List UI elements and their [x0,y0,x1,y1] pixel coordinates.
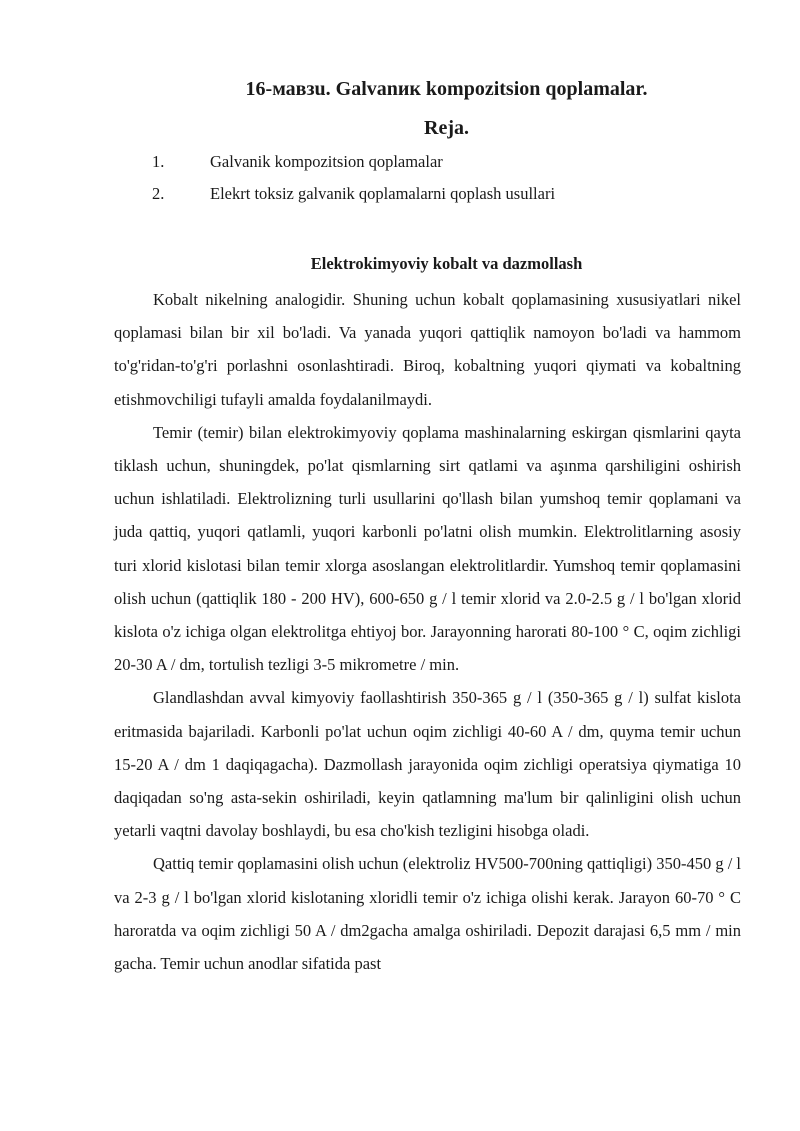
paragraph: Kobalt nikelning analogidir. Shuning uchun kobalt qoplamasining xususiyatlari nikel qoplamasi bilan bir xil bo'ladi. Va yanada yuqori qattiqlik namoyon bo'ladi va hammom to'g'ridan-to'g'ri porlashni osonlashtiradi. Biroq, kobaltning yuqori qiymati va kobaltning etishmovchiligi tufayli amalda foydalanilmaydi. [114,290,741,409]
plan-list [152,148,752,212]
paragraph: Glandlashdan avval kimyoviy faollashtirish 350-365 g / l (350-365 g / l) sulfat kislota eritmasida bajariladi. Karbonli po'lat uchun oqim zichligi 40-60 A / dm, quyma temir uchun 15-20 A / dm 1 daqiqagacha). Dazmollash jarayonida oqim zichligi operatsiya qiymatiga 10 daqiqadan so'ng asta-sekin oshiriladi, keyin qatlamning ma'lum bir qalinligini olish uchun yetarli vaqtni davolay boshlaydi, bu esa cho'kish tezligini hisobga oladi. [114,688,741,841]
plan-item-number: 1. [152,152,165,171]
paragraph: Temir (temir) bilan elektrokimyoviy qoplama mashinalarning eskirgan qismlarini qayta tiklash uchun, shuningdek, po'lat qismlarning sirt qatlami va aşınma qarshiligini oshirish uchun ishlatiladi. Elektrolizning turli usullarini qo'llash bilan yumshoq temir qoplamani va juda qattiq, yuqori qatlamli, yuqori karbonli po'latni olish mumkin. Elektrolitlarning asosiy turi xlorid kislotasi bilan temir xlorga asoslangan elektrolitlardir. Yumshoq temir qoplamasini olish uchun (qattiqlik 180 - 200 HV), 600-650 g / l temir xlorid va 2.0-2.5 g / l bo'lgan xlorid kislota o'z ichiga olgan elektrolitga ehtiyoj bor. Jarayonning harorati 80-100 ° C, oqim zichligi 20-30 A / dm, tortulish tezligi 3-5 mikrometre / min. [114,422,741,675]
body-text [114,283,741,980]
plan-item-number: 2. [152,184,165,203]
plan-item [152,180,752,212]
plan-item-text: Galvanik kompozitsion qoplamalar [210,152,443,171]
plan-item [152,148,752,180]
paragraph: Qattiq temir qoplamasini olish uchun (elektroliz HV500-700ning qattiqligi) 350-450 g / l va 2-3 g / l bo'lgan xlorid kislotaning xloridli temir o'z ichiga olishi kerak. Jarayon 60-70 ° C haroratda va oqim zichligi 50 A / dm2gacha amalga oshiriladi. Depozit darajasi 6,5 mm / min gacha. Temir uchun anodlar sifatida past [114,854,741,974]
plan-item-text: Elekrt toksiz galvanik qoplamalarni qoplash usullari [210,184,556,203]
section-title: Elektrokimyoviy kobalt va dazmollash [310,254,583,273]
document-title: 16-мавзu. Galvanик kompozitsion qoplamalar. [245,78,648,100]
plan-heading: Reja. [424,117,469,139]
